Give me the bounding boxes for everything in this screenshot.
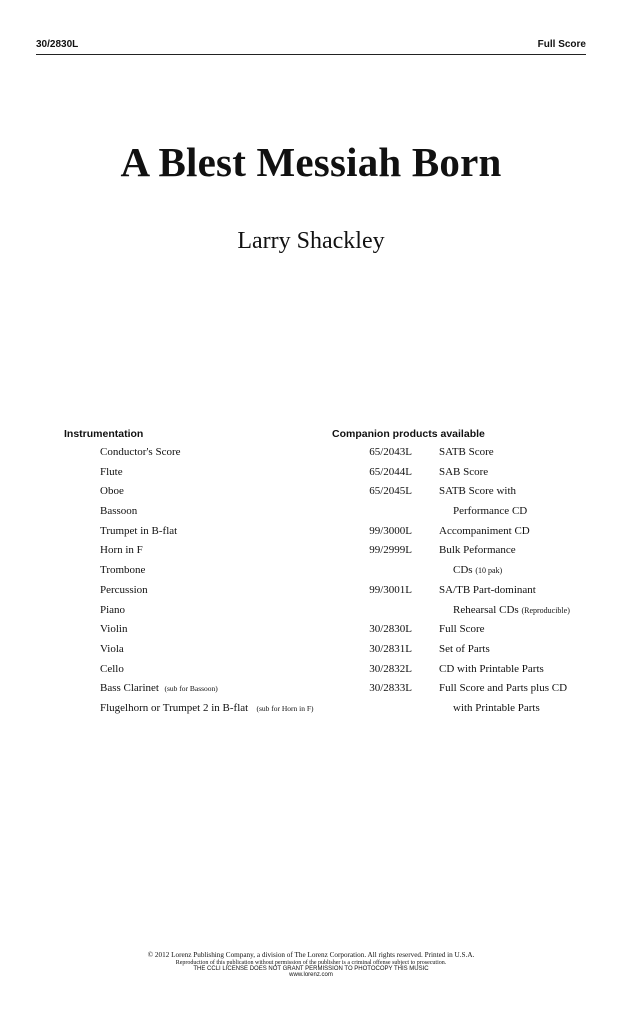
reproduction-notice: Reproduction of this publication without permission of the publisher is a criminal offense subject to prosecution. [175, 959, 447, 966]
companion-heading: Companion products available [332, 428, 485, 440]
companion-row [300, 643, 600, 663]
product-description: CD with Printable Parts [439, 662, 544, 675]
product-description: SATB Score with [439, 485, 516, 498]
substitution-note: (sub for Horn in F) [256, 703, 314, 713]
ccli-notice: THE CCLI LICENSE DOES NOT GRANT PERMISSION TO PHOTOCOPY THIS MUSIC [193, 965, 429, 972]
product-description: SA/TB Part-dominant [439, 583, 536, 596]
product-description: CDs (10 pak) [453, 564, 503, 577]
product-code: 99/2999L [369, 544, 412, 557]
product-code: 99/3001L [369, 583, 412, 596]
instrumentation-list [100, 446, 314, 722]
product-description: with Printable Parts [453, 701, 540, 714]
instrument-item: Bassoon [100, 505, 138, 518]
instrument-item: Trumpet in B-flat [100, 524, 178, 537]
companion-row [300, 544, 600, 564]
page-footer [0, 952, 622, 978]
instrument-item: Viola [100, 642, 124, 655]
companion-row [300, 604, 600, 624]
product-code: 99/3000L [369, 524, 412, 537]
companion-row [300, 584, 600, 604]
instrument-item: Piano [100, 603, 126, 616]
companion-row [300, 466, 600, 486]
product-code: 30/2830L [369, 623, 412, 636]
copyright-notice: © 2012 Lorenz Publishing Company, a division of The Lorenz Corporation. All rights reserved. Printed in U.S.A. [147, 951, 475, 959]
substitution-note: (sub for Bassoon) [164, 684, 218, 694]
companion-row [300, 485, 600, 505]
instrument-item: Violin [100, 623, 128, 636]
companion-row [300, 682, 600, 702]
page-header [36, 38, 586, 55]
product-code: 65/2045L [369, 485, 412, 498]
publisher-website: www.lorenz.com [289, 972, 333, 979]
companion-products-list [300, 446, 600, 722]
instrument-item: Flute [100, 465, 123, 478]
instrument-item: Percussion [100, 583, 148, 596]
product-description: SATB Score [439, 446, 494, 458]
product-code: 30/2831L [369, 642, 412, 655]
product-code: 30/2833L [369, 682, 412, 695]
product-note: (10 pak) [475, 566, 503, 576]
product-description: Set of Parts [439, 642, 490, 655]
companion-row [300, 623, 600, 643]
companion-row [300, 702, 600, 722]
product-description: Bulk Peformance [439, 544, 516, 557]
instrument-item: Horn in F [100, 544, 143, 557]
instrument-item: Bass Clarinet (sub for Bassoon) [100, 682, 218, 695]
product-description: Accompaniment CD [439, 524, 530, 537]
composer-name: Larry Shackley [237, 228, 385, 254]
companion-row [300, 564, 600, 584]
companion-row [300, 446, 600, 466]
score-type-label: Full Score [537, 39, 586, 50]
companion-row [300, 663, 600, 683]
instrument-item: Conductor's Score [100, 446, 181, 458]
companion-row [300, 525, 600, 545]
product-code: 30/2832L [369, 662, 412, 675]
companion-row [300, 505, 600, 525]
product-note: (Reproducible) [521, 605, 570, 615]
catalog-number: 30/2830L [36, 39, 79, 50]
product-code: 65/2044L [369, 465, 412, 478]
page-title: A Blest Messiah Born [120, 139, 502, 185]
instrument-item: Cello [100, 662, 124, 675]
instrument-item: Trombone [100, 564, 146, 577]
instrumentation-heading: Instrumentation [64, 428, 144, 440]
instrument-item: Flugelhorn or Trumpet 2 in B-flat (sub for Horn in F) [100, 701, 314, 714]
product-description: SAB Score [439, 465, 489, 478]
product-description: Full Score and Parts plus CD [439, 682, 568, 695]
product-description: Full Score [439, 623, 485, 636]
instrument-item: Oboe [100, 485, 124, 498]
product-description: Performance CD [453, 505, 528, 518]
product-description: Rehearsal CDs (Reproducible) [453, 603, 570, 616]
product-code: 65/2043L [369, 446, 412, 458]
